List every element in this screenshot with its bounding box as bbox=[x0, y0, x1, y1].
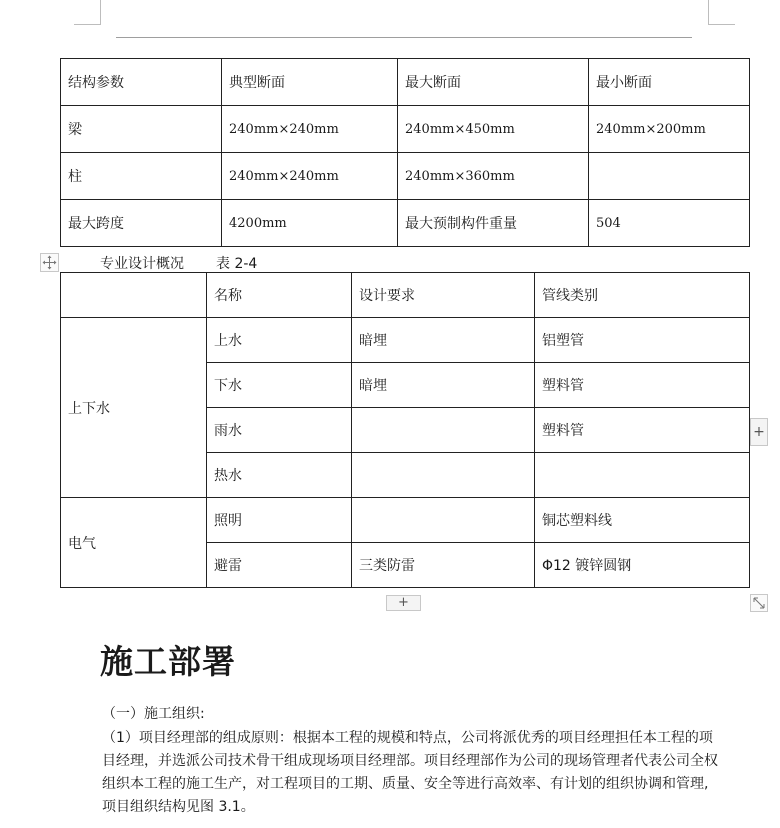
table-cell[interactable] bbox=[61, 273, 207, 318]
page-corner-mark-left bbox=[74, 0, 101, 25]
group-label-cell[interactable]: 上下水 bbox=[61, 318, 207, 498]
table-cell[interactable]: 240mm×200mm bbox=[589, 106, 750, 153]
group-label-cell[interactable]: 电气 bbox=[61, 498, 207, 588]
table-cell[interactable]: 504 bbox=[589, 200, 750, 247]
table-cell[interactable]: 最大跨度 bbox=[61, 200, 222, 247]
table-cell[interactable]: 塑料管 bbox=[535, 408, 750, 453]
insert-row-plus-icon[interactable]: + bbox=[386, 595, 421, 611]
table-resize-handle-icon[interactable] bbox=[750, 594, 768, 612]
table-cell[interactable]: Φ12 镀锌圆钢 bbox=[535, 543, 750, 588]
insert-column-plus-icon[interactable]: + bbox=[750, 418, 768, 446]
table-move-handle-icon[interactable] bbox=[40, 253, 59, 272]
professional-design-table bbox=[60, 272, 750, 588]
table-cell[interactable]: 结构参数 bbox=[61, 59, 222, 106]
paragraph: （1）项目经理部的组成原则：根据本工程的规模和特点，公司将派优秀的项目经理担任本工程的项目经理，并选派公司技术骨干组成现场项目经理部。项目经理部作为公司的现场管理者代表公司全权组织本工程的施工生产，对工程项目的工期、质量、安全等进行高效率、有计划的组织协调和管理,项目组织结构见图 3.1。 bbox=[102, 730, 718, 815]
table-cell[interactable] bbox=[352, 408, 535, 453]
table-cell[interactable]: 最大断面 bbox=[398, 59, 589, 106]
table-row bbox=[61, 106, 750, 153]
table-cell[interactable]: 上水 bbox=[207, 318, 352, 363]
table-cell[interactable]: 240mm×360mm bbox=[398, 153, 589, 200]
table-cell[interactable]: 柱 bbox=[61, 153, 222, 200]
table-cell[interactable] bbox=[352, 453, 535, 498]
table-cell[interactable]: 雨水 bbox=[207, 408, 352, 453]
table-row bbox=[61, 153, 750, 200]
table-cell[interactable] bbox=[589, 153, 750, 200]
table-cell[interactable]: 暗埋 bbox=[352, 318, 535, 363]
table-cell[interactable]: 三类防雷 bbox=[352, 543, 535, 588]
table-cell[interactable]: 240mm×240mm bbox=[222, 106, 398, 153]
table-cell[interactable]: 暗埋 bbox=[352, 363, 535, 408]
table-cell[interactable]: 名称 bbox=[207, 273, 352, 318]
table-cell[interactable]: 下水 bbox=[207, 363, 352, 408]
table-cell[interactable]: 最大预制构件重量 bbox=[398, 200, 589, 247]
table-cell[interactable] bbox=[535, 453, 750, 498]
table-row bbox=[61, 273, 750, 318]
table-cell[interactable]: 典型断面 bbox=[222, 59, 398, 106]
table-cell[interactable]: 照明 bbox=[207, 498, 352, 543]
table-cell[interactable]: 管线类别 bbox=[535, 273, 750, 318]
table-cell[interactable]: 240mm×450mm bbox=[398, 106, 589, 153]
table-cell[interactable]: 避雷 bbox=[207, 543, 352, 588]
caption-title: 专业设计概况 bbox=[100, 256, 184, 272]
table-cell[interactable]: 最小断面 bbox=[589, 59, 750, 106]
caption-table-number: 表 2-4 bbox=[216, 256, 258, 272]
structure-parameters-table bbox=[60, 58, 750, 247]
paragraph: （一）施工组织: bbox=[102, 706, 205, 722]
table-row bbox=[61, 498, 750, 543]
table-cell[interactable]: 梁 bbox=[61, 106, 222, 153]
table-cell[interactable]: 铜芯塑料线 bbox=[535, 498, 750, 543]
page-corner-mark-right bbox=[708, 0, 735, 25]
header-rule bbox=[116, 37, 692, 38]
table-cell[interactable]: 4200mm bbox=[222, 200, 398, 247]
table-cell[interactable]: 塑料管 bbox=[535, 363, 750, 408]
table-cell[interactable]: 240mm×240mm bbox=[222, 153, 398, 200]
table-cell[interactable]: 热水 bbox=[207, 453, 352, 498]
table-row bbox=[61, 318, 750, 363]
table-caption bbox=[100, 253, 257, 273]
table-row bbox=[61, 59, 750, 106]
table-cell[interactable]: 设计要求 bbox=[352, 273, 535, 318]
table-row bbox=[61, 200, 750, 247]
section-heading: 施工部署 bbox=[100, 642, 236, 681]
table-cell[interactable] bbox=[352, 498, 535, 543]
table-cell[interactable]: 铝塑管 bbox=[535, 318, 750, 363]
